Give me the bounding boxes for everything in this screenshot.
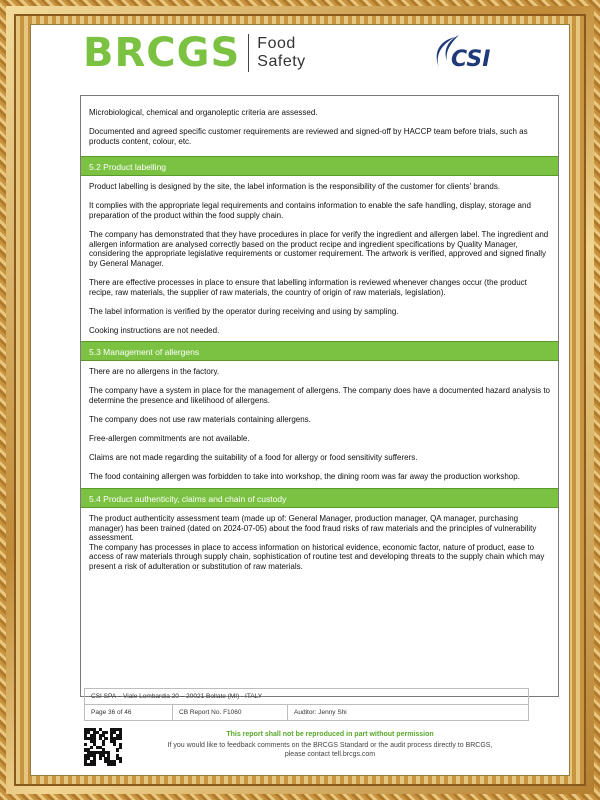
section-paragraph: The company does not use raw materials containing allergens. [89, 415, 311, 425]
reproduction-notice: This report shall not be reproduced in part without permission [226, 731, 434, 738]
section-body-5-4 [81, 508, 558, 578]
qr-module [99, 757, 102, 760]
brcgs-logo [83, 30, 306, 76]
section-paragraph: Claims are not made regarding the suitability of a food for allergy or food sensitivity sufferers. [89, 453, 418, 463]
qr-module [102, 743, 105, 746]
section-body-5-3 [81, 361, 558, 488]
section-body-5-2 [81, 176, 558, 341]
section-paragraph: Cooking instructions are not needed. [89, 325, 220, 335]
qr-module [104, 731, 107, 734]
intro-paragraph: Documented and agreed specific customer requirements are reviewed and signed-off by HACCP team before trials, such as products content, colour, etc. [89, 127, 528, 146]
section-paragraph: The label information is verified by the operator during receiving and using by sampling. [89, 306, 399, 316]
qr-module [90, 746, 93, 749]
section-paragraph: There are effective processes in place to ensure that labelling information is reviewed whenever changes occur (the product recipe, raw materials, the supplier of raw materials, the country of origin of raw materials, legislation). [89, 277, 527, 297]
brcgs-brand-text: BRCGS [83, 30, 241, 76]
footer-address: CSI SPA – Viale Lombardia 20 – 20021 Bollate (MI) - ITALY [85, 689, 529, 705]
qr-module [84, 743, 87, 746]
section-paragraph: There are no allergens in the factory. [89, 367, 220, 377]
qr-module [116, 748, 119, 751]
section-paragraph: It complies with the appropriate legal requirements and contains information to enable the safe handling, display, storage and preparation of the product within the food supply chain. [89, 201, 531, 220]
footer-page-number: Page 36 of 46 [85, 705, 173, 721]
feedback-line-2: please contact tell.brcgs.com [284, 751, 376, 758]
logo-divider [248, 34, 249, 72]
section-paragraph: The product authenticity assessment team (made up of: General Manager, production manager, QA manager, purchasing manager) has been trained (dated on 2024-07-05) about the food fraud risks of raw materials and the principles of vulnerability assessment. The company has processes in place to access information on historical evidence, economic factor, nature of product, ease to access of raw materials through supply chain, sophistication of routine test and developing threats to the supply chain which may present a risk of adulteration or substitution of raw materials. [89, 513, 545, 571]
qr-module [119, 746, 122, 749]
qr-module [113, 743, 116, 746]
qr-module [119, 737, 122, 740]
food-word: Food [257, 35, 296, 52]
report-content-box [80, 95, 559, 697]
food-safety-label [257, 35, 305, 71]
footer-info-table [84, 688, 529, 721]
section-paragraph: Product labelling is designed by the site, the label information is the responsibility of the customer for clients' brands. [89, 182, 501, 192]
feedback-notice [130, 741, 530, 759]
qr-module [119, 760, 122, 763]
page-header [31, 25, 570, 87]
qr-module [104, 737, 107, 740]
qr-module [93, 763, 96, 766]
qr-module [113, 763, 116, 766]
intro-paragraph: Microbiological, chemical and organoleptic criteria are assessed. [89, 108, 318, 117]
section-paragraph: Free-allergen commitments are not available. [89, 434, 250, 444]
section-paragraph: The food containing allergen was forbidden to take into workshop, the dining room was far away the production workshop. [89, 472, 520, 482]
section-paragraph: The company have a system in place for the management of allergens. The company does have a documented hazard analysis to determine the presence and likelihood of allergens. [89, 386, 551, 405]
intro-block [81, 96, 558, 152]
section-paragraph: The company has demonstrated that they have procedures in place for verify the ingredient and allergen label. The ingredient and allergen information are analysed correctly based on the product recipe and ingredient specifications by Quality Manager, considering the appropriate legislative requirements or customer requirement. The artwork is verified, approved and signed finally by General Manager. [89, 230, 549, 268]
section-heading-5-4: 5.4 Product authenticity, claims and chain of custody [81, 488, 558, 508]
feedback-line-1: If you would like to feedback comments on the BRCGS Standard or the audit process directly to BRCGS, [167, 742, 493, 749]
footer-auditor: Auditor: Jenny Shi [288, 705, 529, 721]
csi-logo [429, 33, 499, 77]
qr-code-icon [84, 728, 122, 766]
footer-report-number: CB Report No. F1060 [173, 705, 288, 721]
safety-word: Safety [257, 53, 306, 70]
section-heading-5-2: 5.2 Product labelling [81, 156, 558, 176]
section-heading-5-3: 5.3 Management of allergens [81, 341, 558, 361]
csi-text: CSI [451, 47, 491, 72]
